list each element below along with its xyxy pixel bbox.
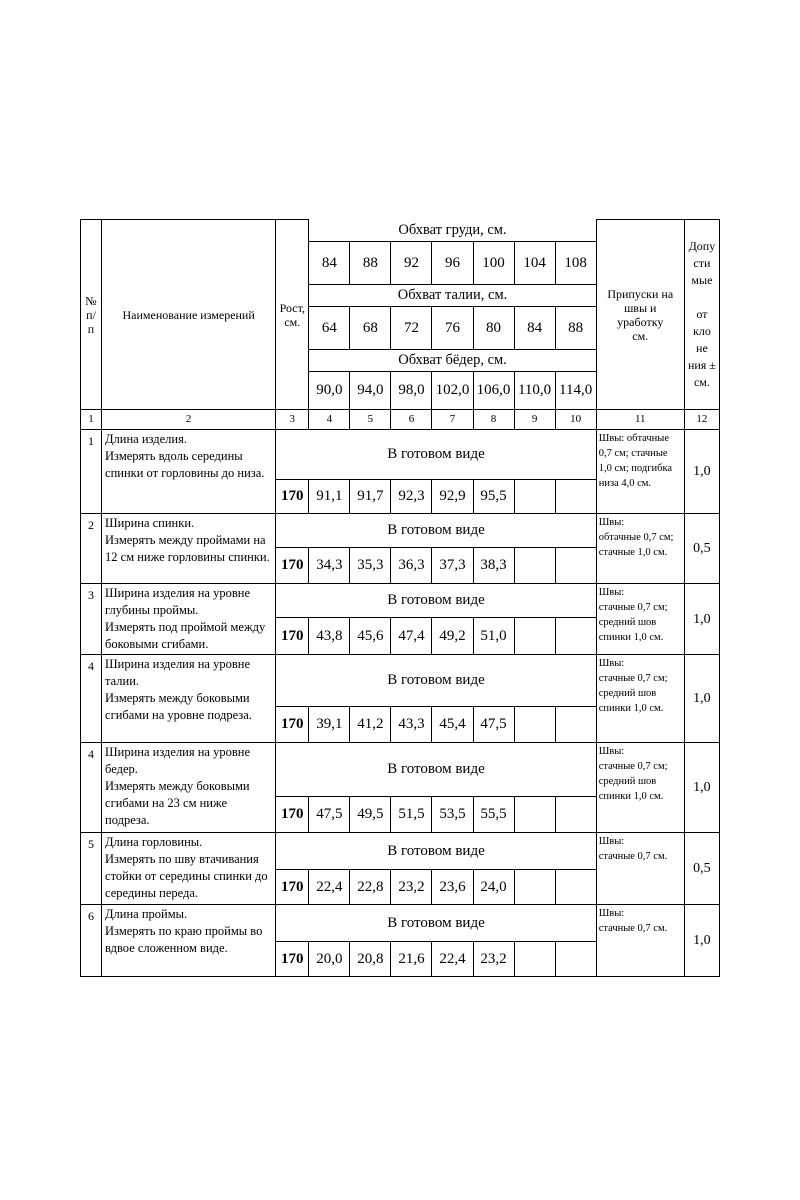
allowance-cell: Швы: стачные 0,7 см; средний шов спинки 1,0 см.	[596, 743, 684, 833]
finished-label: В готовом виде	[276, 514, 596, 548]
allowance-cell: Швы: стачные 0,7 см; средний шов спинки 1,0 см.	[596, 584, 684, 655]
waist-size-cell: 88	[555, 307, 596, 350]
waist-size-cell: 80	[473, 307, 514, 350]
size-value: 55,5	[473, 797, 514, 833]
finished-label: В готовом виде	[276, 430, 596, 480]
size-value: 34,3	[309, 548, 350, 584]
table-row	[81, 655, 720, 707]
height-value: 170	[276, 707, 309, 743]
table-row	[81, 905, 720, 942]
hips-size-cell: 114,0	[555, 372, 596, 410]
tolerance-cell: 0,5	[684, 833, 719, 905]
size-value: 20,0	[309, 942, 350, 977]
measurement-name: Длина горловины. Измерять по шву втачивания стойки от середины спинки до середины переда.	[102, 833, 276, 905]
tolerance-cell: 1,0	[684, 743, 719, 833]
size-value	[555, 870, 596, 905]
size-value: 45,6	[350, 618, 391, 655]
size-value	[555, 480, 596, 514]
column-number: 4	[309, 410, 350, 430]
measurement-name: Ширина изделия на уровне глубины проймы. Измерять под проймой между боковыми сгибами.	[102, 584, 276, 655]
waist-header: Обхват талии, см.	[309, 285, 596, 307]
height-value: 170	[276, 548, 309, 584]
column-number: 2	[102, 410, 276, 430]
size-value: 23,2	[473, 942, 514, 977]
size-value: 22,4	[432, 942, 473, 977]
row-number: 5	[81, 833, 102, 905]
table-row	[81, 743, 720, 797]
size-value: 91,7	[350, 480, 391, 514]
waist-size-cell: 64	[309, 307, 350, 350]
row-number: 2	[81, 514, 102, 584]
size-value	[514, 870, 555, 905]
chest-size-cell: 92	[391, 242, 432, 285]
size-value: 91,1	[309, 480, 350, 514]
size-value: 47,5	[309, 797, 350, 833]
finished-label: В готовом виде	[276, 743, 596, 797]
size-value: 23,6	[432, 870, 473, 905]
size-value	[514, 707, 555, 743]
size-value	[555, 707, 596, 743]
size-value: 36,3	[391, 548, 432, 584]
column-number: 10	[555, 410, 596, 430]
height-value: 170	[276, 618, 309, 655]
allowance-cell: Швы: стачные 0,7 см; средний шов спинки 1,0 см.	[596, 655, 684, 743]
chest-header: Обхват груди, см.	[309, 220, 596, 242]
hips-size-cell: 94,0	[350, 372, 391, 410]
size-value	[555, 548, 596, 584]
column-number: 7	[432, 410, 473, 430]
hips-size-cell: 110,0	[514, 372, 555, 410]
measurement-name: Ширина изделия на уровне бедер. Измерять между боковыми сгибами на 23 см ниже подреза.	[102, 743, 276, 833]
chest-size-cell: 104	[514, 242, 555, 285]
allowance-cell: Швы: стачные 0,7 см.	[596, 905, 684, 977]
hips-size-cell: 90,0	[309, 372, 350, 410]
size-value	[514, 548, 555, 584]
finished-label: В готовом виде	[276, 905, 596, 942]
finished-label: В готовом виде	[276, 584, 596, 618]
size-value: 92,3	[391, 480, 432, 514]
hips-header: Обхват бёдер, см.	[309, 350, 596, 372]
row-number: 3	[81, 584, 102, 655]
size-value	[555, 618, 596, 655]
column-number: 5	[350, 410, 391, 430]
table-row	[81, 584, 720, 618]
size-value	[514, 618, 555, 655]
height-value: 170	[276, 797, 309, 833]
height-value: 170	[276, 870, 309, 905]
measurement-name: Ширина изделия на уровне талии. Измерять между боковыми сгибами на уровне подреза.	[102, 655, 276, 743]
size-value: 41,2	[350, 707, 391, 743]
row-number: 4	[81, 743, 102, 833]
column-number: 8	[473, 410, 514, 430]
waist-size-cell: 76	[432, 307, 473, 350]
chest-size-cell: 88	[350, 242, 391, 285]
chest-size-cell: 108	[555, 242, 596, 285]
finished-label: В готовом виде	[276, 655, 596, 707]
size-value: 38,3	[473, 548, 514, 584]
num-header: № п/ п	[81, 220, 102, 410]
measurement-name: Длина проймы. Измерять по краю проймы во вдвое сложенном виде.	[102, 905, 276, 977]
column-number: 11	[596, 410, 684, 430]
table-row	[81, 833, 720, 870]
row-number: 1	[81, 430, 102, 514]
height-header: Рост, см.	[276, 220, 309, 410]
size-value: 45,4	[432, 707, 473, 743]
allowance-cell: Швы: стачные 0,7 см.	[596, 833, 684, 905]
column-number: 12	[684, 410, 719, 430]
size-value: 24,0	[473, 870, 514, 905]
table-row	[81, 514, 720, 548]
name-header: Наименование измерений	[102, 220, 276, 410]
size-value: 51,5	[391, 797, 432, 833]
size-value: 22,8	[350, 870, 391, 905]
hips-size-cell: 98,0	[391, 372, 432, 410]
finished-label: В готовом виде	[276, 833, 596, 870]
size-value: 51,0	[473, 618, 514, 655]
column-number: 1	[81, 410, 102, 430]
size-value: 43,3	[391, 707, 432, 743]
waist-size-cell: 84	[514, 307, 555, 350]
column-number: 3	[276, 410, 309, 430]
tolerance-cell: 1,0	[684, 655, 719, 743]
chest-size-cell: 100	[473, 242, 514, 285]
size-value: 37,3	[432, 548, 473, 584]
size-value: 35,3	[350, 548, 391, 584]
hips-size-cell: 102,0	[432, 372, 473, 410]
row-number: 6	[81, 905, 102, 977]
size-value: 92,9	[432, 480, 473, 514]
chest-size-cell: 84	[309, 242, 350, 285]
tolerance-cell: 1,0	[684, 430, 719, 514]
tolerance-cell: 1,0	[684, 905, 719, 977]
size-value	[555, 942, 596, 977]
column-number: 9	[514, 410, 555, 430]
size-value: 53,5	[432, 797, 473, 833]
size-value	[514, 942, 555, 977]
size-value: 22,4	[309, 870, 350, 905]
column-number: 6	[391, 410, 432, 430]
size-value	[514, 797, 555, 833]
size-value	[514, 480, 555, 514]
size-value: 43,8	[309, 618, 350, 655]
size-value	[555, 797, 596, 833]
size-value: 20,8	[350, 942, 391, 977]
size-value: 39,1	[309, 707, 350, 743]
row-number: 4	[81, 655, 102, 743]
tolerance-cell: 0,5	[684, 514, 719, 584]
height-value: 170	[276, 942, 309, 977]
size-value: 95,5	[473, 480, 514, 514]
height-value: 170	[276, 480, 309, 514]
tolerance-header: Допу сти мые от кло не ния ± см.	[684, 220, 719, 410]
size-value: 23,2	[391, 870, 432, 905]
size-value: 21,6	[391, 942, 432, 977]
size-value: 49,2	[432, 618, 473, 655]
measurement-name: Длина изделия. Измерять вдоль середины спинки от горловины до низа.	[102, 430, 276, 514]
chest-size-cell: 96	[432, 242, 473, 285]
size-value: 49,5	[350, 797, 391, 833]
allowance-cell: Швы: обтачные 0,7 см; стачные 1,0 см; подгибка низа 4,0 см.	[596, 430, 684, 514]
tolerance-cell: 1,0	[684, 584, 719, 655]
measurements-table	[80, 219, 720, 977]
waist-size-cell: 72	[391, 307, 432, 350]
allowance-cell: Швы: обтачные 0,7 см; стачные 1,0 см.	[596, 514, 684, 584]
size-value: 47,5	[473, 707, 514, 743]
table-row	[81, 430, 720, 480]
hips-size-cell: 106,0	[473, 372, 514, 410]
measurement-name: Ширина спинки. Измерять между проймами на 12 см ниже горловины спинки.	[102, 514, 276, 584]
allowance-header: Припуски на швы и уработку см.	[596, 220, 684, 410]
waist-size-cell: 68	[350, 307, 391, 350]
size-value: 47,4	[391, 618, 432, 655]
